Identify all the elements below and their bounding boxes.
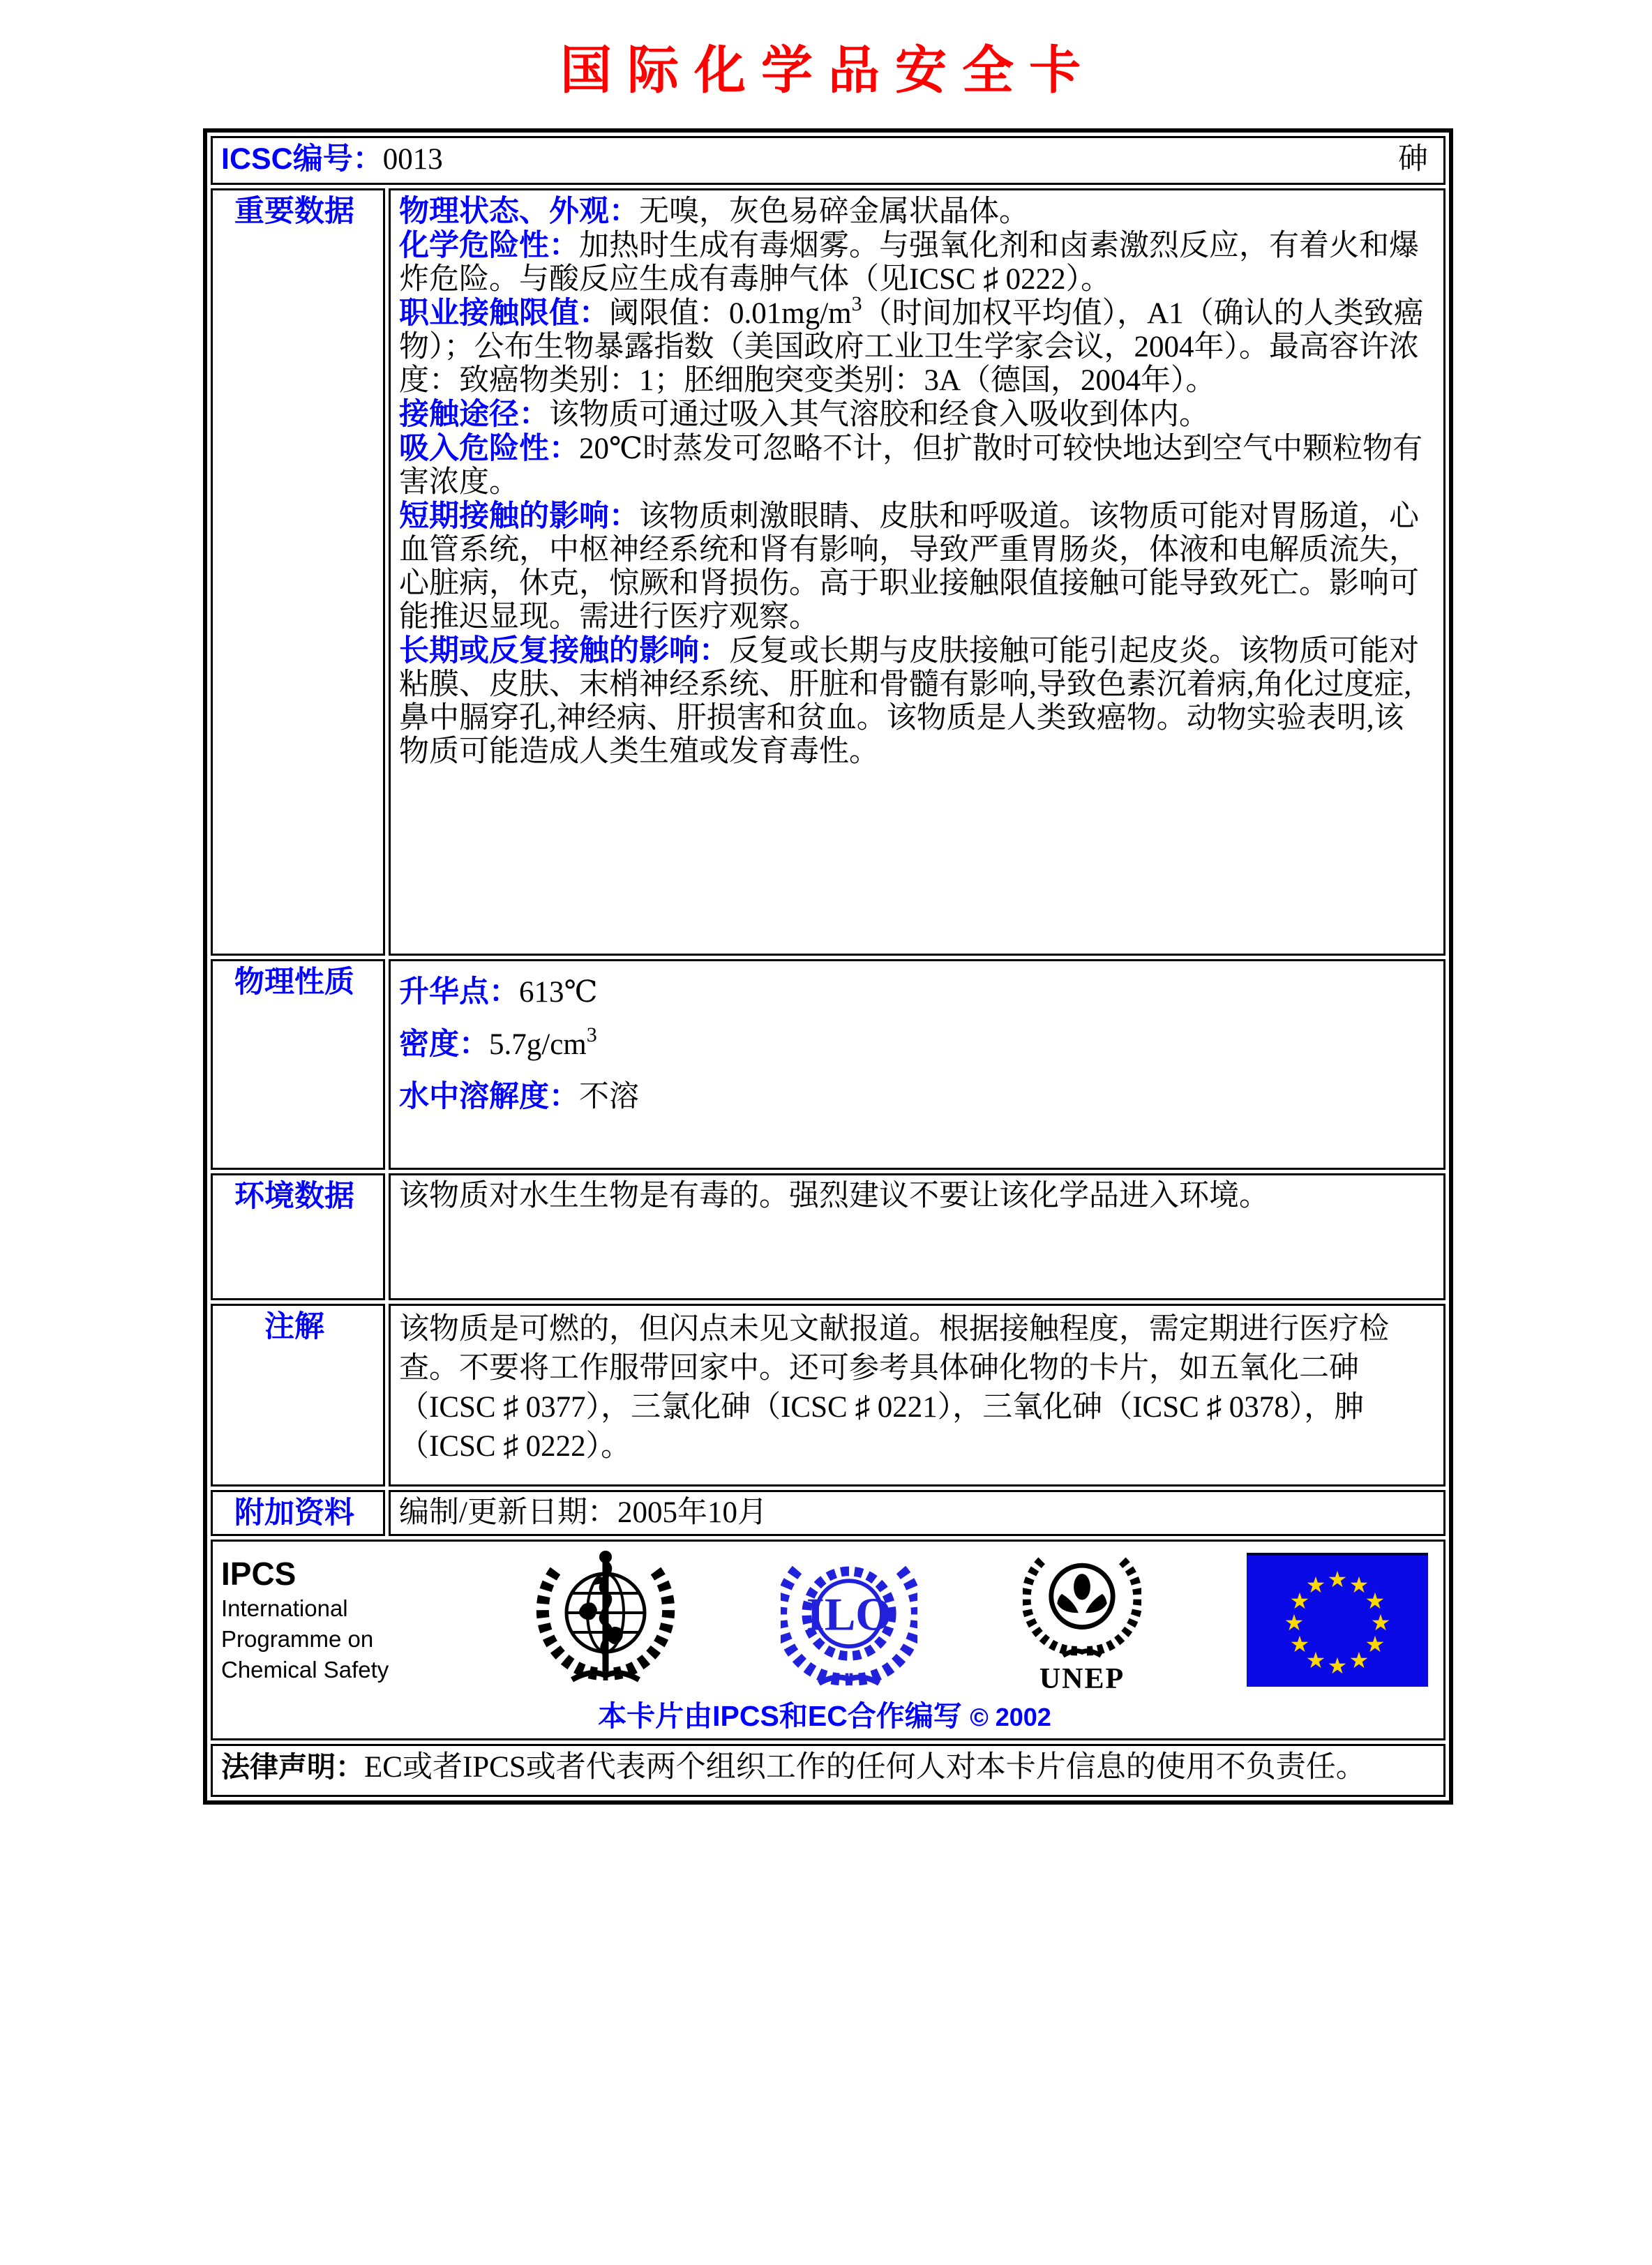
- section-label-physical-properties: 物理性质: [211, 959, 385, 1170]
- long-term-effects-paragraph: [399, 634, 1428, 769]
- ipcs-block: [221, 1554, 430, 1685]
- section-label-notes: 注解: [211, 1304, 385, 1487]
- paragraph-text: 阈限值：0.01mg/m: [609, 297, 852, 330]
- legal-notice-label: 法律声明：: [221, 1751, 364, 1783]
- who-logo-icon: [536, 1546, 675, 1694]
- eu-star: ★: [1365, 1631, 1386, 1657]
- sublimation-point-line: [399, 975, 1428, 1009]
- legal-notice-row: [211, 1744, 1446, 1797]
- paragraph-text: 加热时生成有毒烟雾。与强氧化剂和卤素激烈反应，有着火和爆炸危险。与酸反应生成有毒胂气体（见ICSC ♯ 0222）。: [399, 229, 1419, 296]
- eu-star: ★: [1365, 1588, 1386, 1614]
- paragraph-label: 化学危险性：: [399, 229, 579, 262]
- eu-star: ★: [1349, 1647, 1369, 1673]
- section-label-environmental-data: 环境数据: [211, 1173, 385, 1300]
- eu-star: ★: [1289, 1588, 1310, 1614]
- credit-line: [221, 1699, 1428, 1734]
- physical-state-paragraph: [399, 195, 1428, 229]
- eu-flag-icon: [1247, 1553, 1428, 1687]
- paragraph-text: 该物质可通过吸入其气溶胶和经食入吸收到体内。: [549, 398, 1209, 431]
- ilo-letters: ILO: [806, 1589, 892, 1641]
- eu-star: ★: [1289, 1631, 1310, 1657]
- paragraph-label: 物理状态、外观：: [399, 195, 639, 228]
- eu-star: ★: [1305, 1572, 1326, 1598]
- density-line: [399, 1023, 1428, 1062]
- property-value: 613℃: [519, 976, 598, 1009]
- property-label: 密度：: [399, 1028, 489, 1061]
- superscript: 3: [586, 1023, 597, 1046]
- property-label: 升华点：: [399, 975, 519, 1009]
- ipcs-subtitle-line: International: [221, 1595, 348, 1621]
- update-date-value: 2005年10月: [617, 1496, 767, 1529]
- ipcs-subtitle-line: Chemical Safety: [221, 1657, 389, 1683]
- unep-logo-icon: [1023, 1547, 1141, 1693]
- property-value: 不溶: [579, 1081, 639, 1113]
- unep-wordmark: UNEP: [1039, 1663, 1125, 1695]
- icsc-number-label: ICSC编号：: [221, 142, 383, 176]
- paragraph-label: 吸入危险性：: [399, 432, 579, 465]
- credit-text: 本卡片由IPCS和EC合作编写: [598, 1700, 962, 1732]
- ipcs-subtitle-line: Programme on: [221, 1626, 374, 1652]
- legal-notice-text: EC或者IPCS或者代表两个组织工作的任何人对本卡片信息的使用不负责任。: [364, 1751, 1366, 1784]
- physical-properties-row: [211, 959, 1446, 1170]
- additional-info-row: [211, 1490, 1446, 1536]
- paragraph-text: 该物质刺激眼睛、皮肤和呼吸道。该物质可能对胃肠道，心血管系统，中枢神经系统和肾有影响，导致严重胃肠炎，体液和电解质流失，心脏病，休克，惊厥和肾损伤。高于职业接触限值接触可能导致死亡。影响可能推迟显现。需进行医疗观察。: [399, 500, 1419, 633]
- important-data-row: [211, 188, 1446, 956]
- physical-properties-content: [389, 959, 1446, 1170]
- chemical-dangers-paragraph: [399, 229, 1428, 296]
- paragraph-label: 接触途径：: [399, 398, 549, 431]
- paragraph-text: 20℃时蒸发可忽略不计，但扩散时可较快地达到空气中颗粒物有害浓度。: [399, 432, 1423, 499]
- notes-text: 该物质是可燃的，但闪点未见文献报道。根据接触程度，需定期进行医疗检查。不要将工作服带回家中。还可参考具体砷化物的卡片，如五氧化二砷（ICSC ♯ 0377），三氯化砷（ICSC ♯ 0221），三氧化砷（ICSC ♯ 0378），胂（ICSC ♯ 0222）。: [399, 1313, 1389, 1463]
- eu-star: ★: [1305, 1647, 1326, 1673]
- paragraph-label: 短期接触的影响：: [399, 499, 639, 533]
- environmental-data-content: [389, 1173, 1446, 1300]
- icsc-number-value: 0013: [382, 143, 443, 176]
- property-label: 水中溶解度：: [399, 1080, 579, 1113]
- page-title: 国际化学品安全卡: [560, 40, 1096, 100]
- section-label-important-data: 重要数据: [211, 188, 385, 956]
- exposure-routes-paragraph: [399, 398, 1428, 432]
- eu-star: ★: [1284, 1609, 1305, 1636]
- ipcs-title: IPCS: [221, 1556, 296, 1592]
- inhalation-risk-paragraph: [399, 432, 1428, 499]
- water-solubility-line: [399, 1080, 1428, 1114]
- eu-star: ★: [1327, 1566, 1348, 1593]
- paragraph-label: 职业接触限值：: [399, 296, 609, 330]
- short-term-effects-paragraph: [399, 499, 1428, 634]
- occupational-exposure-paragraph: [399, 292, 1428, 398]
- eu-star: ★: [1327, 1653, 1348, 1679]
- section-label-additional-info: 附加资料: [211, 1490, 385, 1536]
- property-value: 5.7g/cm: [489, 1028, 587, 1061]
- update-date-label: 编制/更新日期：: [399, 1496, 617, 1529]
- environmental-data-text: 该物质对水生生物是有毒的。强烈建议不要让该化学品进入环境。: [399, 1180, 1269, 1212]
- notes-content: [389, 1304, 1446, 1487]
- eu-star: ★: [1349, 1572, 1369, 1598]
- paragraph-text: 反复或长期与皮肤接触可能引起皮炎。该物质可能对粘膜、皮肤、末梢神经系统、肝脏和骨髓有影响,导致色素沉着病,角化过度症,鼻中膈穿孔,神经病、肝损害和贫血。该物质是人类致癌物。动物实验表明,该物质可能造成人类生殖或发育毒性。: [399, 635, 1419, 768]
- paragraph-label: 长期或反复接触的影响：: [399, 634, 729, 668]
- paragraph-text: 无嗅，灰色易碎金属状晶体。: [639, 195, 1029, 228]
- eu-star: ★: [1370, 1609, 1391, 1636]
- environmental-data-row: [211, 1173, 1446, 1300]
- icsc-card-table: [203, 128, 1453, 1805]
- paragraph-text: （时间加权平均值），A1（确认的人类致癌物）；公布生物暴露指数（美国政府工业卫生学家会议，2004年）。最高容许浓度：致癌物类别：1；胚细胞突变类别：3A（德国，2004年）。: [399, 297, 1424, 397]
- organizations-logo-row: [211, 1540, 1446, 1740]
- icsc-number-field: [221, 142, 443, 176]
- important-data-content: [389, 188, 1446, 956]
- ilo-logo-icon: [781, 1548, 917, 1692]
- superscript: 3: [851, 292, 862, 315]
- icsc-number-row: [211, 136, 1446, 185]
- additional-info-content: [389, 1490, 1446, 1536]
- credit-year: © 2002: [970, 1703, 1051, 1731]
- chemical-name: 砷: [1398, 142, 1428, 176]
- notes-row: [211, 1304, 1446, 1487]
